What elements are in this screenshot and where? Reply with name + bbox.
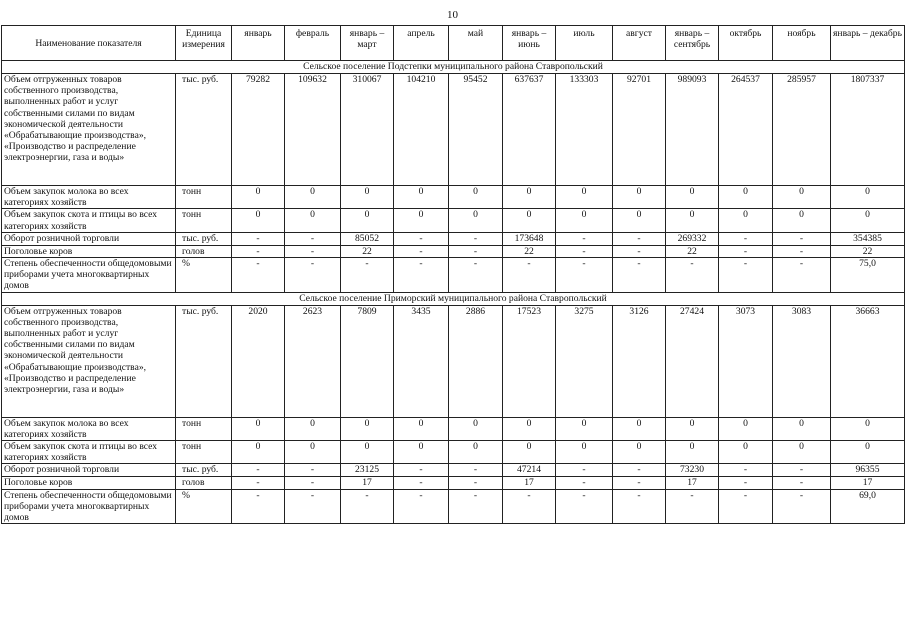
value-cell: - — [285, 258, 341, 293]
value-cell: 0 — [719, 417, 773, 440]
value-cell: 0 — [666, 186, 719, 209]
value-cell: 637637 — [503, 74, 556, 186]
value-cell: - — [503, 489, 556, 524]
value-cell: 0 — [503, 186, 556, 209]
value-cell: - — [285, 464, 341, 477]
value-cell: - — [285, 489, 341, 524]
value-cell: 354385 — [831, 232, 905, 245]
value-cell: 310067 — [341, 74, 394, 186]
value-cell: 0 — [503, 417, 556, 440]
value-cell: 0 — [719, 209, 773, 232]
value-cell: 0 — [831, 186, 905, 209]
value-cell: 22 — [666, 245, 719, 257]
value-cell: - — [666, 258, 719, 293]
indicator-name: Объем закупок скота и птицы во всех категориях хозяйств — [2, 209, 176, 232]
value-cell: - — [449, 232, 503, 245]
table-row — [2, 209, 905, 232]
value-cell: - — [773, 477, 831, 489]
section-title: Сельское поселение Приморский муниципального района Ставропольский — [2, 292, 905, 305]
value-cell: 3275 — [556, 305, 613, 417]
value-cell: - — [556, 464, 613, 477]
value-cell: - — [719, 245, 773, 257]
value-cell: 3126 — [613, 305, 666, 417]
section-header-row — [2, 61, 905, 74]
value-cell: - — [556, 489, 613, 524]
value-cell: - — [556, 258, 613, 293]
header-month: январь – март — [341, 26, 394, 61]
value-cell: 17 — [503, 477, 556, 489]
value-cell: 0 — [394, 209, 449, 232]
value-cell: 0 — [503, 441, 556, 464]
header-month: октябрь — [719, 26, 773, 61]
value-cell: 0 — [503, 209, 556, 232]
value-cell: 22 — [341, 245, 394, 257]
value-cell: 0 — [341, 186, 394, 209]
value-cell: - — [394, 477, 449, 489]
value-cell: - — [449, 477, 503, 489]
header-month: январь – июнь — [503, 26, 556, 61]
value-cell: 2020 — [232, 305, 285, 417]
indicator-table — [1, 25, 905, 524]
indicator-unit: тонн — [176, 186, 232, 209]
value-cell: 0 — [666, 417, 719, 440]
value-cell: 0 — [232, 209, 285, 232]
indicator-unit: голов — [176, 245, 232, 257]
value-cell: 75,0 — [831, 258, 905, 293]
value-cell: - — [613, 245, 666, 257]
value-cell: 0 — [232, 441, 285, 464]
value-cell: 22 — [831, 245, 905, 257]
indicator-unit: голов — [176, 477, 232, 489]
header-month: ноябрь — [773, 26, 831, 61]
value-cell: 0 — [285, 186, 341, 209]
value-cell: 0 — [449, 209, 503, 232]
value-cell: 96355 — [831, 464, 905, 477]
value-cell: - — [613, 232, 666, 245]
table-row — [2, 477, 905, 489]
table-row — [2, 305, 905, 417]
value-cell: - — [449, 258, 503, 293]
indicator-name: Степень обеспеченности общедомовыми приборами учета многоквартирных домов — [2, 258, 176, 293]
value-cell: 264537 — [719, 74, 773, 186]
header-month: май — [449, 26, 503, 61]
value-cell: 0 — [831, 441, 905, 464]
value-cell: 0 — [232, 417, 285, 440]
value-cell: 133303 — [556, 74, 613, 186]
table-row — [2, 441, 905, 464]
table-row — [2, 258, 905, 293]
value-cell: 27424 — [666, 305, 719, 417]
value-cell: - — [394, 232, 449, 245]
indicator-name: Объем закупок скота и птицы во всех категориях хозяйств — [2, 441, 176, 464]
value-cell: 0 — [449, 441, 503, 464]
value-cell: 0 — [341, 441, 394, 464]
value-cell: 0 — [773, 209, 831, 232]
value-cell: 0 — [556, 186, 613, 209]
value-cell: - — [719, 232, 773, 245]
value-cell: 36663 — [831, 305, 905, 417]
value-cell: - — [232, 245, 285, 257]
header-month: февраль — [285, 26, 341, 61]
value-cell: 0 — [285, 441, 341, 464]
value-cell: - — [232, 232, 285, 245]
value-cell: - — [232, 258, 285, 293]
value-cell: - — [719, 258, 773, 293]
value-cell: 69,0 — [831, 489, 905, 524]
value-cell: 0 — [666, 209, 719, 232]
value-cell: - — [232, 477, 285, 489]
indicator-name: Объем отгруженных товаров собственного производства, выполненных работ и услуг собственными силами по видам экономической деятельности «Обрабатывающие производства», «Производство и распределение электроэнергии, газа и воды» — [2, 74, 176, 186]
indicator-name: Объем закупок молока во всех категориях хозяйств — [2, 186, 176, 209]
table-row — [2, 489, 905, 524]
value-cell: 0 — [556, 209, 613, 232]
value-cell: - — [394, 258, 449, 293]
indicator-unit: тыс. руб. — [176, 74, 232, 186]
value-cell: - — [719, 464, 773, 477]
value-cell: 3435 — [394, 305, 449, 417]
value-cell: - — [341, 258, 394, 293]
indicator-unit: % — [176, 489, 232, 524]
value-cell: - — [613, 258, 666, 293]
value-cell: - — [556, 245, 613, 257]
indicator-name: Степень обеспеченности общедомовыми приборами учета многоквартирных домов — [2, 489, 176, 524]
value-cell: - — [613, 477, 666, 489]
value-cell: - — [449, 489, 503, 524]
table-row — [2, 245, 905, 257]
page-number: 10 — [447, 9, 458, 21]
value-cell: 0 — [449, 417, 503, 440]
value-cell: 7809 — [341, 305, 394, 417]
value-cell: 0 — [341, 209, 394, 232]
value-cell: 0 — [831, 417, 905, 440]
header-month: апрель — [394, 26, 449, 61]
value-cell: - — [613, 489, 666, 524]
value-cell: 17 — [831, 477, 905, 489]
indicator-unit: тонн — [176, 417, 232, 440]
value-cell: - — [449, 464, 503, 477]
value-cell: 79282 — [232, 74, 285, 186]
value-cell: 2623 — [285, 305, 341, 417]
value-cell: - — [719, 477, 773, 489]
value-cell: 0 — [613, 441, 666, 464]
indicator-unit: тыс. руб. — [176, 232, 232, 245]
value-cell: 23125 — [341, 464, 394, 477]
value-cell: 22 — [503, 245, 556, 257]
value-cell: 173648 — [503, 232, 556, 245]
header-month: июль — [556, 26, 613, 61]
value-cell: 1807337 — [831, 74, 905, 186]
value-cell: 17 — [666, 477, 719, 489]
value-cell: 0 — [394, 186, 449, 209]
indicator-unit: тыс. руб. — [176, 305, 232, 417]
value-cell: 0 — [394, 417, 449, 440]
value-cell: - — [285, 245, 341, 257]
value-cell: - — [285, 232, 341, 245]
value-cell: 0 — [719, 186, 773, 209]
value-cell: - — [449, 245, 503, 257]
indicator-unit: % — [176, 258, 232, 293]
value-cell: - — [556, 232, 613, 245]
section-title: Сельское поселение Подстепки муниципального района Ставропольский — [2, 61, 905, 74]
value-cell: - — [285, 477, 341, 489]
value-cell: 0 — [831, 209, 905, 232]
value-cell: 3073 — [719, 305, 773, 417]
header-month: январь — [232, 26, 285, 61]
header-month: январь – декабрь — [831, 26, 905, 61]
value-cell: 0 — [773, 186, 831, 209]
value-cell: - — [503, 258, 556, 293]
section-header-row — [2, 292, 905, 305]
value-cell: 17 — [341, 477, 394, 489]
indicator-name: Поголовье коров — [2, 245, 176, 257]
value-cell: 0 — [613, 209, 666, 232]
table-row — [2, 74, 905, 186]
value-cell: 0 — [773, 441, 831, 464]
value-cell: 0 — [449, 186, 503, 209]
table-row — [2, 232, 905, 245]
value-cell: 2886 — [449, 305, 503, 417]
value-cell: 0 — [341, 417, 394, 440]
value-cell: - — [232, 464, 285, 477]
value-cell: - — [719, 489, 773, 524]
value-cell: 85052 — [341, 232, 394, 245]
value-cell: 989093 — [666, 74, 719, 186]
value-cell: 73230 — [666, 464, 719, 477]
value-cell: - — [773, 232, 831, 245]
value-cell: 0 — [232, 186, 285, 209]
indicator-name: Оборот розничной торговли — [2, 464, 176, 477]
value-cell: 0 — [773, 417, 831, 440]
header-month: август — [613, 26, 666, 61]
value-cell: - — [394, 464, 449, 477]
value-cell: 0 — [613, 186, 666, 209]
value-cell: - — [394, 245, 449, 257]
value-cell: - — [232, 489, 285, 524]
value-cell: 3083 — [773, 305, 831, 417]
indicator-name: Объем отгруженных товаров собственного производства, выполненных работ и услуг собственными силами по видам экономической деятельности «Обрабатывающие производства», «Производство и распределение электроэнергии, газа и воды» — [2, 305, 176, 417]
value-cell: 0 — [556, 441, 613, 464]
value-cell: 17523 — [503, 305, 556, 417]
indicator-unit: тонн — [176, 441, 232, 464]
value-cell: - — [773, 245, 831, 257]
value-cell: - — [773, 464, 831, 477]
header-name: Наименование показателя — [2, 26, 176, 61]
value-cell: - — [773, 258, 831, 293]
value-cell: 0 — [394, 441, 449, 464]
indicator-unit: тыс. руб. — [176, 464, 232, 477]
value-cell: 0 — [719, 441, 773, 464]
value-cell: 47214 — [503, 464, 556, 477]
value-cell: - — [773, 489, 831, 524]
indicator-name: Объем закупок молока во всех категориях хозяйств — [2, 417, 176, 440]
value-cell: 0 — [613, 417, 666, 440]
table-row — [2, 464, 905, 477]
header-unit: Единица измерения — [176, 26, 232, 61]
value-cell: 0 — [556, 417, 613, 440]
indicator-name: Оборот розничной торговли — [2, 232, 176, 245]
value-cell: - — [666, 489, 719, 524]
header-month: январь – сентябрь — [666, 26, 719, 61]
value-cell: - — [394, 489, 449, 524]
value-cell: 269332 — [666, 232, 719, 245]
value-cell: 95452 — [449, 74, 503, 186]
header-row — [2, 26, 905, 61]
table-body — [2, 61, 905, 524]
table-row — [2, 186, 905, 209]
value-cell: 104210 — [394, 74, 449, 186]
value-cell: 0 — [666, 441, 719, 464]
indicator-name: Поголовье коров — [2, 477, 176, 489]
value-cell: 285957 — [773, 74, 831, 186]
table-row — [2, 417, 905, 440]
value-cell: 0 — [285, 209, 341, 232]
value-cell: - — [556, 477, 613, 489]
value-cell: 109632 — [285, 74, 341, 186]
value-cell: 92701 — [613, 74, 666, 186]
value-cell: - — [341, 489, 394, 524]
value-cell: - — [613, 464, 666, 477]
indicator-unit: тонн — [176, 209, 232, 232]
value-cell: 0 — [285, 417, 341, 440]
